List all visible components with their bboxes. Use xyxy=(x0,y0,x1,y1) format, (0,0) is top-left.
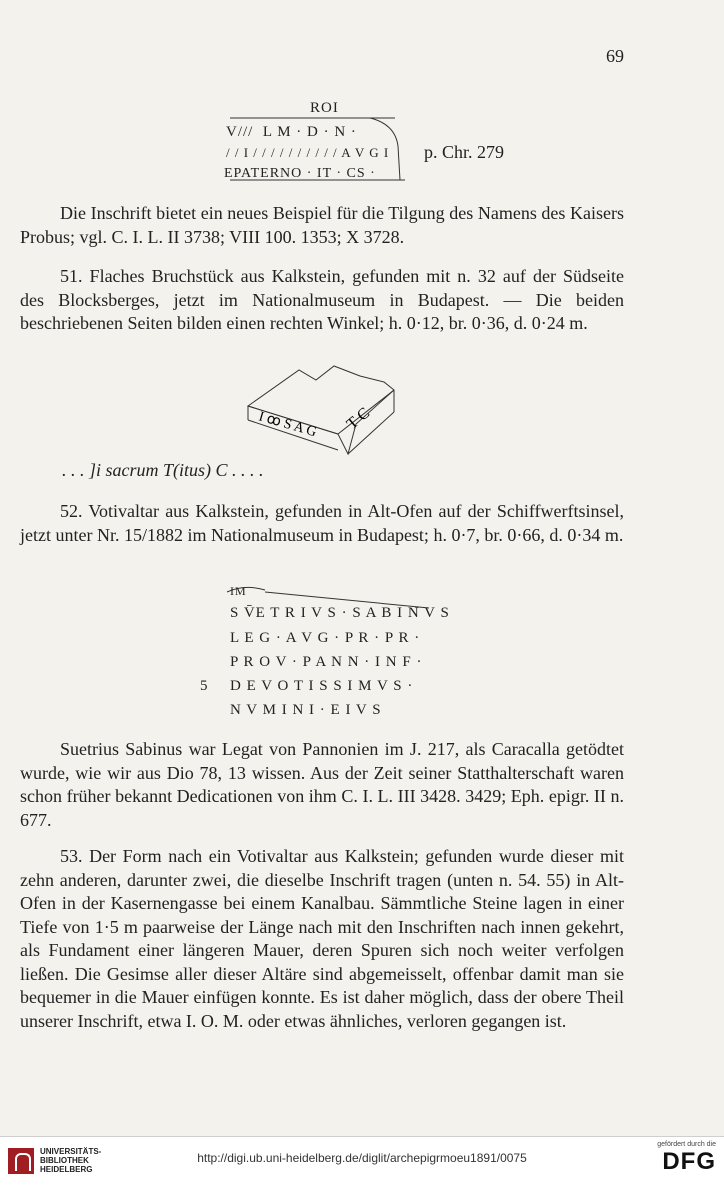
inscription-1-line-1: ROI xyxy=(310,100,339,116)
paragraph-4: Suetrius Sabinus war Legat von Pannonien im J. 217, als Caracalla getödtet wurde, wie wir aus Dio 78, 13 wissen. Aus der Zeit seiner Statthalterschaft waren schon früher bekannt Dedicationen von ihm C. I. L. III 3428. 3429; Eph. epigr. II n. 677. xyxy=(20,739,624,830)
stone-side-text: T C xyxy=(343,404,374,434)
inscription-1-line-2: V/// L M · D · N · xyxy=(226,124,357,140)
paragraph-3: 52. Votivaltar aus Kalkstein, gefunden in Alt-Ofen auf der Schiffwerftsinsel, jetzt unter Nr. 15/1882 im Nationalmuseum in Budapest; h. 0·7, br. 0·66, d. 0·34 m. xyxy=(20,501,624,545)
paragraph-5: 53. Der Form nach ein Votivaltar aus Kalkstein; gefunden wurde dieser mit zehn anderen, darunter zwei, die dieselbe Inschrift tragen (unten n. 54. 55) in Alt-Ofen in der Kasernengasse bei einem Kanalbau. Sämmtliche Steine lagen in einer Tiefe von 1·5 m paarweise der Länge nach mit den Inschriften nach innen gekehrt, als Fundament einer längeren Mauer, deren Spuren sich noch weiter verfolgen ließen. Die Gesimse aller dieser Altäre sind abgemeisselt, offenbar damit man sie bequemer in die Mauer einfügen konnte. Es ist daher möglich, dass der obere Theil unserer Inschrift, etwa I. O. M. oder etwas ähnliches, verloren gegangen ist. xyxy=(20,846,624,1031)
footer-bar xyxy=(0,1136,724,1187)
inscription-2-line-3: P R O V · P A N N · I N F · xyxy=(230,654,423,670)
source-url-link[interactable]: http://digi.ub.uni-heidelberg.de/diglit/archepigrmoeu1891/0075 xyxy=(197,1151,527,1165)
funded-by-label: gefördert durch die xyxy=(657,1141,716,1148)
inscription-2-top: IM xyxy=(230,584,247,598)
library-name-line-1: UNIVERSITÄTS- xyxy=(40,1147,102,1156)
inscription-2-line-2: L E G · A V G · P R · P R · xyxy=(230,630,421,646)
inscription-2-line-1: S V̄E T R I V S · S A B I N V S xyxy=(230,605,450,621)
page-number: 69 xyxy=(606,46,624,66)
inscription-2-line-number: 5 xyxy=(200,678,209,694)
stone-front-text: I ꝏ S A G xyxy=(256,409,319,441)
stone-caption: . . . ]i sacrum T(itus) C . . . . xyxy=(62,460,264,480)
library-name-line-2: BIBLIOTHEK xyxy=(40,1156,89,1165)
inscription-2-line-5: N V M I N I · E I V S xyxy=(230,702,382,718)
inscription-2-line-4: D E V O T I S S I M V S · xyxy=(230,678,414,694)
inscription-1-line-3: / / I / / / / / / / / / / A V G I xyxy=(226,145,390,160)
library-name-line-3: HEIDELBERG xyxy=(40,1165,93,1174)
stone-fragment-drawing xyxy=(244,362,404,462)
dfg-logo[interactable] xyxy=(657,1141,716,1176)
paragraph-2: 51. Flaches Bruchstück aus Kalkstein, gefunden mit n. 32 auf der Südseite des Blocksberges, jetzt im Nationalmuseum in Budapest. — Die beiden beschriebenen Seiten bilden einen rechten Winkel; h. 0·12, br. 0·36, d. 0·24 m. xyxy=(20,266,624,333)
inscription-1-line-4: EPATERNO · IT · CS · xyxy=(224,166,376,181)
inscription-1-date: p. Chr. 279 xyxy=(424,142,505,162)
dfg-wordmark: DFG xyxy=(662,1148,716,1175)
paragraph-1: Die Inschrift bietet ein neues Beispiel für die Tilgung des Namens des Kaisers Probus; vgl. C. I. L. II 3738; VIII 100. 1353; X 3728. xyxy=(20,203,624,247)
